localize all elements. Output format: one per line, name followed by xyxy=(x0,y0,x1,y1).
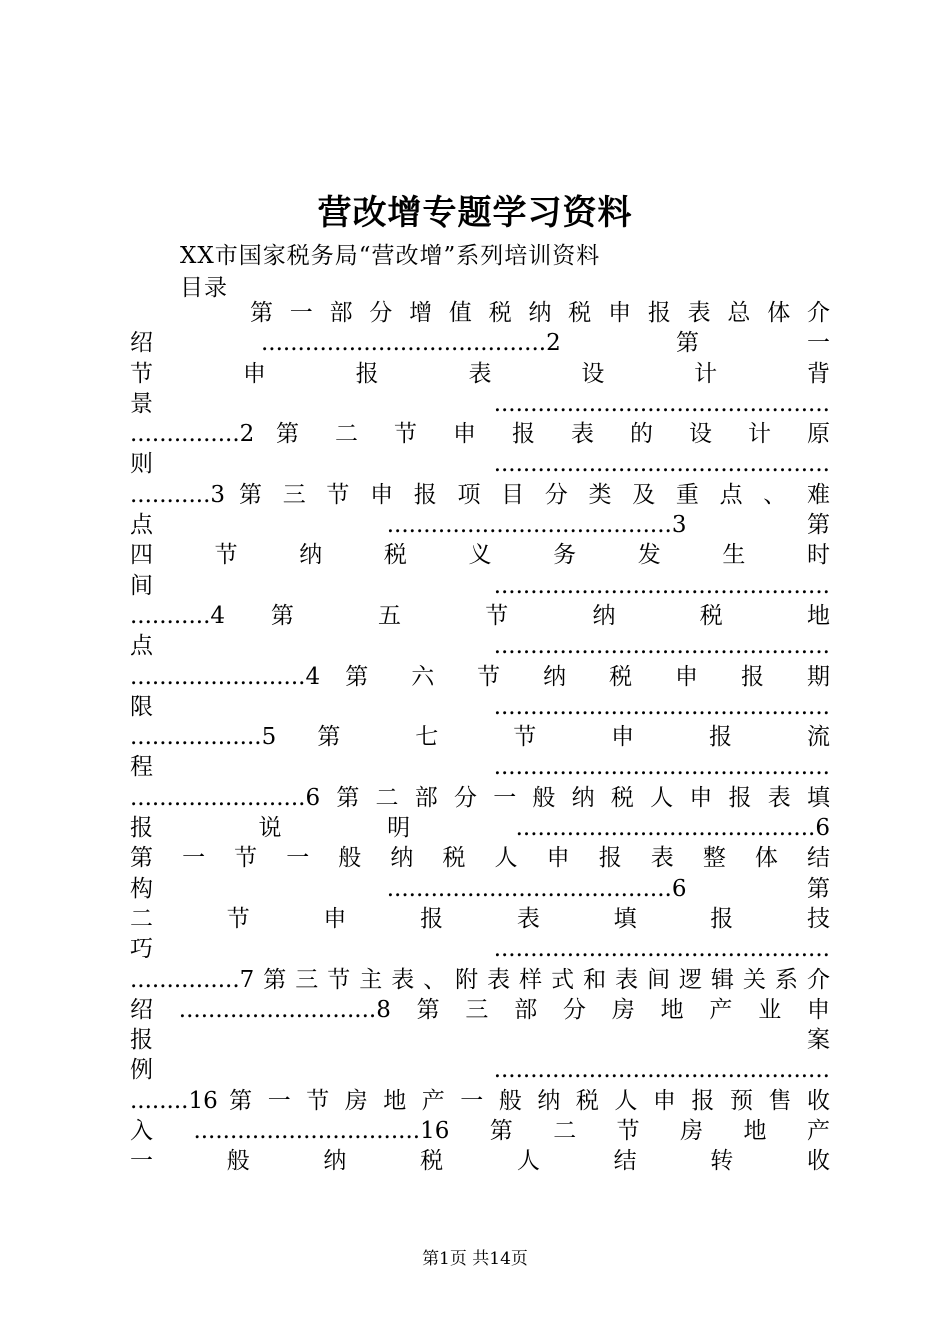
toc-line: 绍...........................8第三部分房地产业申 xyxy=(130,996,830,1023)
toc-line: ...............7第三节主表、附表样式和表间逻辑关系介 xyxy=(130,966,830,993)
toc-line: 程.............................................. xyxy=(130,754,830,781)
toc-line: 限.............................................. xyxy=(130,693,830,720)
toc-line: ........16 第 一 节 房 地 产 一 般 纳 税 人 申 报 预 售 收 xyxy=(130,1087,830,1114)
toc-line: 节 申 报 表 设 计 背 xyxy=(130,360,830,387)
toc-line: ..................5 第 七 节 申 报 流 xyxy=(130,724,830,751)
toc-line: 则.............................................. xyxy=(130,451,830,478)
toc-line: ...........4 第 五 节 纳 税 地 xyxy=(130,602,830,629)
toc-line: 入...............................16第二节房地产 xyxy=(130,1118,830,1145)
toc-line: 例.............................................. xyxy=(130,1057,830,1084)
toc-line: ...............2 第 二 节 申 报 表 的 设 计 原 xyxy=(130,421,830,448)
toc-line: 二 节 申 报 表 填 报 技 xyxy=(130,905,830,932)
toc-line: 绍.......................................2 第一 xyxy=(130,330,830,357)
toc-line: 构 .......................................6 第 xyxy=(130,875,830,902)
toc-line: 报说明.........................................6 xyxy=(130,815,830,842)
page-footer: 第1页 共14页 xyxy=(422,1249,528,1269)
toc-line: 报 案 xyxy=(130,1027,830,1054)
toc-line: 四 节 纳 税 义 务 发 生 时 xyxy=(130,542,830,569)
toc-line: 景.............................................. xyxy=(130,390,830,417)
toc-line: 点.............................................. xyxy=(130,633,830,660)
toc-line: 一 般 纳 税 人 结 转 收 xyxy=(130,1148,830,1175)
toc-line: 第 一 节 一 般 纳 税 人 申 报 表 整 体 结 xyxy=(130,845,830,872)
document-subtitle: XX市国家税务局“营改增”系列培训资料 xyxy=(180,243,601,269)
toc-line: 间.............................................. xyxy=(130,572,830,599)
toc-heading: 目录 xyxy=(180,275,228,301)
toc-line: ........................6第二部分一般纳税人申报表填 xyxy=(130,784,830,811)
toc-line: 点 .......................................3 第 xyxy=(130,512,830,539)
toc-line: ........................4 第 六 节 纳 税 申 报 期 xyxy=(130,663,830,690)
toc-line: ...........3 第 三 节 申 报 项 目 分 类 及 重 点 、 难 xyxy=(130,481,830,508)
toc-body xyxy=(130,298,830,1177)
document-title: 营改增专题学习资料 xyxy=(317,193,633,233)
toc-line: 巧.............................................. xyxy=(130,936,830,963)
toc-line: 第 一 部 分 增 值 税 纳 税 申 报 表 总 体 介 xyxy=(250,300,830,326)
